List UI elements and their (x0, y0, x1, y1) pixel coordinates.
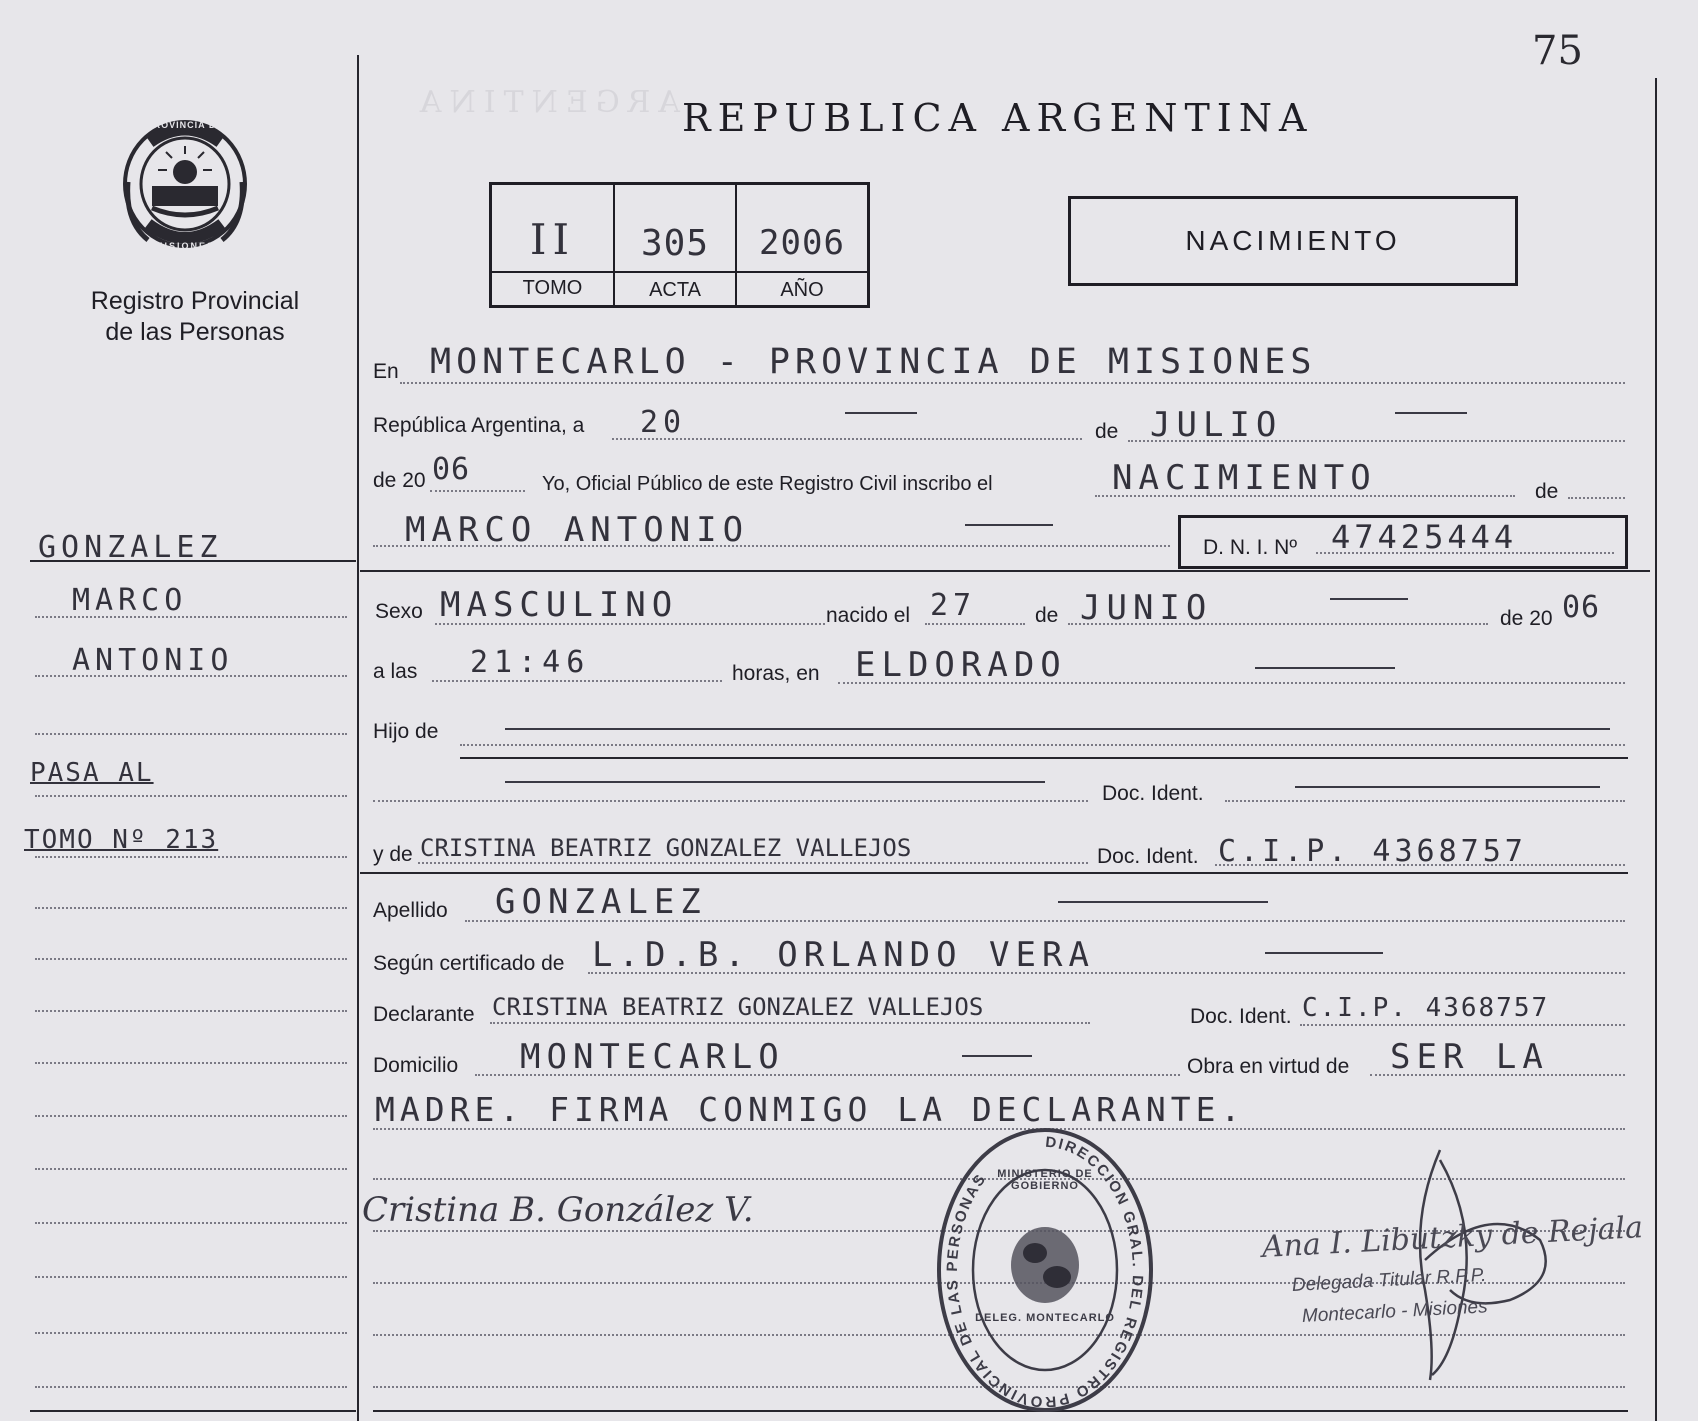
anio-label: AÑO (780, 279, 824, 301)
record-box (489, 182, 870, 308)
left-column-rule (357, 55, 359, 1421)
seal-bottom-text: MISIONES (154, 241, 215, 251)
sexo-label: Sexo (375, 600, 423, 623)
en-label: En (373, 360, 399, 383)
bleed-through: ARGENTINA (411, 85, 680, 120)
obra-value: SER LA (1390, 1037, 1549, 1077)
margin-note-1: PASA AL (30, 758, 154, 788)
horas-label: horas, en (732, 662, 820, 685)
domicilio-value: MONTECARLO (520, 1037, 785, 1077)
country-title: REPUBLICA ARGENTINA (682, 96, 1314, 140)
de-label-2: de (1535, 480, 1559, 503)
birth-day-value: 27 (930, 588, 977, 623)
domicilio-label: Domicilio (373, 1054, 459, 1077)
yde-label: y de (373, 843, 413, 866)
declarante-label: Declarante (373, 1003, 475, 1026)
official-title: Delegada Titular R.P.P. (1291, 1264, 1487, 1296)
month-value: JULIO (1150, 405, 1283, 445)
stamp-inner-bottom: DELEG. MONTECARLO (975, 1312, 1115, 1324)
declarante-signature: Cristina B. González V. (362, 1190, 754, 1230)
continuation-text: MADRE. FIRMA CONMIGO LA DECLARANTE. (375, 1090, 1246, 1129)
doc-ident-label-3: Doc. Ident. (1190, 1005, 1292, 1028)
mother-doc-value: C.I.P. 4368757 (1218, 834, 1527, 869)
month-de-label: de (1095, 420, 1119, 443)
declarante-value: CRISTINA BEATRIZ GONZALEZ VALLEJOS (492, 993, 984, 1021)
acta-label: ACTA (649, 279, 701, 301)
page-number: 75 (1532, 28, 1583, 74)
year-prefix: de 20 (373, 469, 426, 492)
mother-name-value: CRISTINA BEATRIZ GONZALEZ VALLEJOS (420, 834, 912, 862)
time-value: 21:46 (470, 645, 591, 680)
registry-line1: Registro Provincial (90, 287, 300, 315)
year-suffix: 06 (432, 452, 471, 487)
act-value: NACIMIENTO (1112, 458, 1377, 498)
hijo-label: Hijo de (373, 720, 439, 743)
republica-label: República Argentina, a (373, 414, 585, 437)
seal-top-text: PROVINCIA DE (146, 120, 224, 130)
anio-value: 2006 (759, 223, 845, 263)
apellido-label: Apellido (373, 899, 448, 922)
dni-box (1178, 515, 1628, 569)
certificado-value: L.D.B. ORLANDO VERA (592, 935, 1095, 975)
doc-ident-label-2: Doc. Ident. (1097, 845, 1199, 868)
doc-ident-label: Doc. Ident. (1102, 782, 1204, 805)
birth-year-prefix: de 20 (1500, 607, 1553, 630)
certificado-label: Según certificado de (373, 952, 565, 975)
child-name-value: MARCO ANTONIO (405, 510, 750, 550)
tomo-label: TOMO (522, 277, 583, 299)
stamp-inner-top: MINISTERIO DE GOBIERNO (997, 1168, 1093, 1192)
margin-surname: GONZALEZ (38, 530, 223, 565)
official-location: Montecarlo - Misiones (1301, 1296, 1489, 1327)
registry-name (40, 286, 350, 348)
obra-label: Obra en virtud de (1187, 1055, 1350, 1078)
alas-label: a las (373, 660, 418, 683)
acta-value: 305 (640, 223, 710, 264)
day-value: 20 (640, 405, 687, 440)
nacido-label: nacido el (826, 604, 911, 627)
margin-note-2: TOMO Nº 213 (24, 825, 219, 855)
sexo-value: MASCULINO (440, 585, 679, 625)
en-value: MONTECARLO - PROVINCIA DE MISIONES (430, 342, 1317, 382)
birth-month-value: JUNIO (1080, 588, 1213, 628)
oficial-text: Yo, Oficial Público de este Registro Civil inscribo el (542, 473, 993, 495)
right-edge-rule (1655, 78, 1657, 1421)
margin-given-name-2: ANTONIO (72, 643, 234, 678)
record-type-label: NACIMIENTO (1185, 225, 1401, 256)
tomo-value: II (529, 215, 576, 264)
dni-label: D. N. I. Nº (1203, 536, 1298, 559)
official-name: Ana I. Libutzky de Rejala (1261, 1210, 1644, 1265)
dni-value: 47425444 (1331, 518, 1518, 556)
place-value: ELDORADO (855, 645, 1067, 685)
birth-de-label: de (1035, 604, 1059, 627)
record-type-box (1068, 196, 1518, 286)
margin-given-name-1: MARCO (72, 583, 188, 618)
birth-year-suffix: 06 (1562, 590, 1601, 625)
declarante-doc-value: C.I.P. 4368757 (1302, 993, 1550, 1023)
registry-line2: de las Personas (105, 318, 285, 346)
provincial-seal-logo (120, 112, 250, 262)
apellido-value: GONZALEZ (495, 882, 707, 922)
stamp-ring-text: DIRECCION GRAL. DEL REGISTRO PROVINCIAL DE LAS PERSONAS (943, 1133, 1147, 1411)
